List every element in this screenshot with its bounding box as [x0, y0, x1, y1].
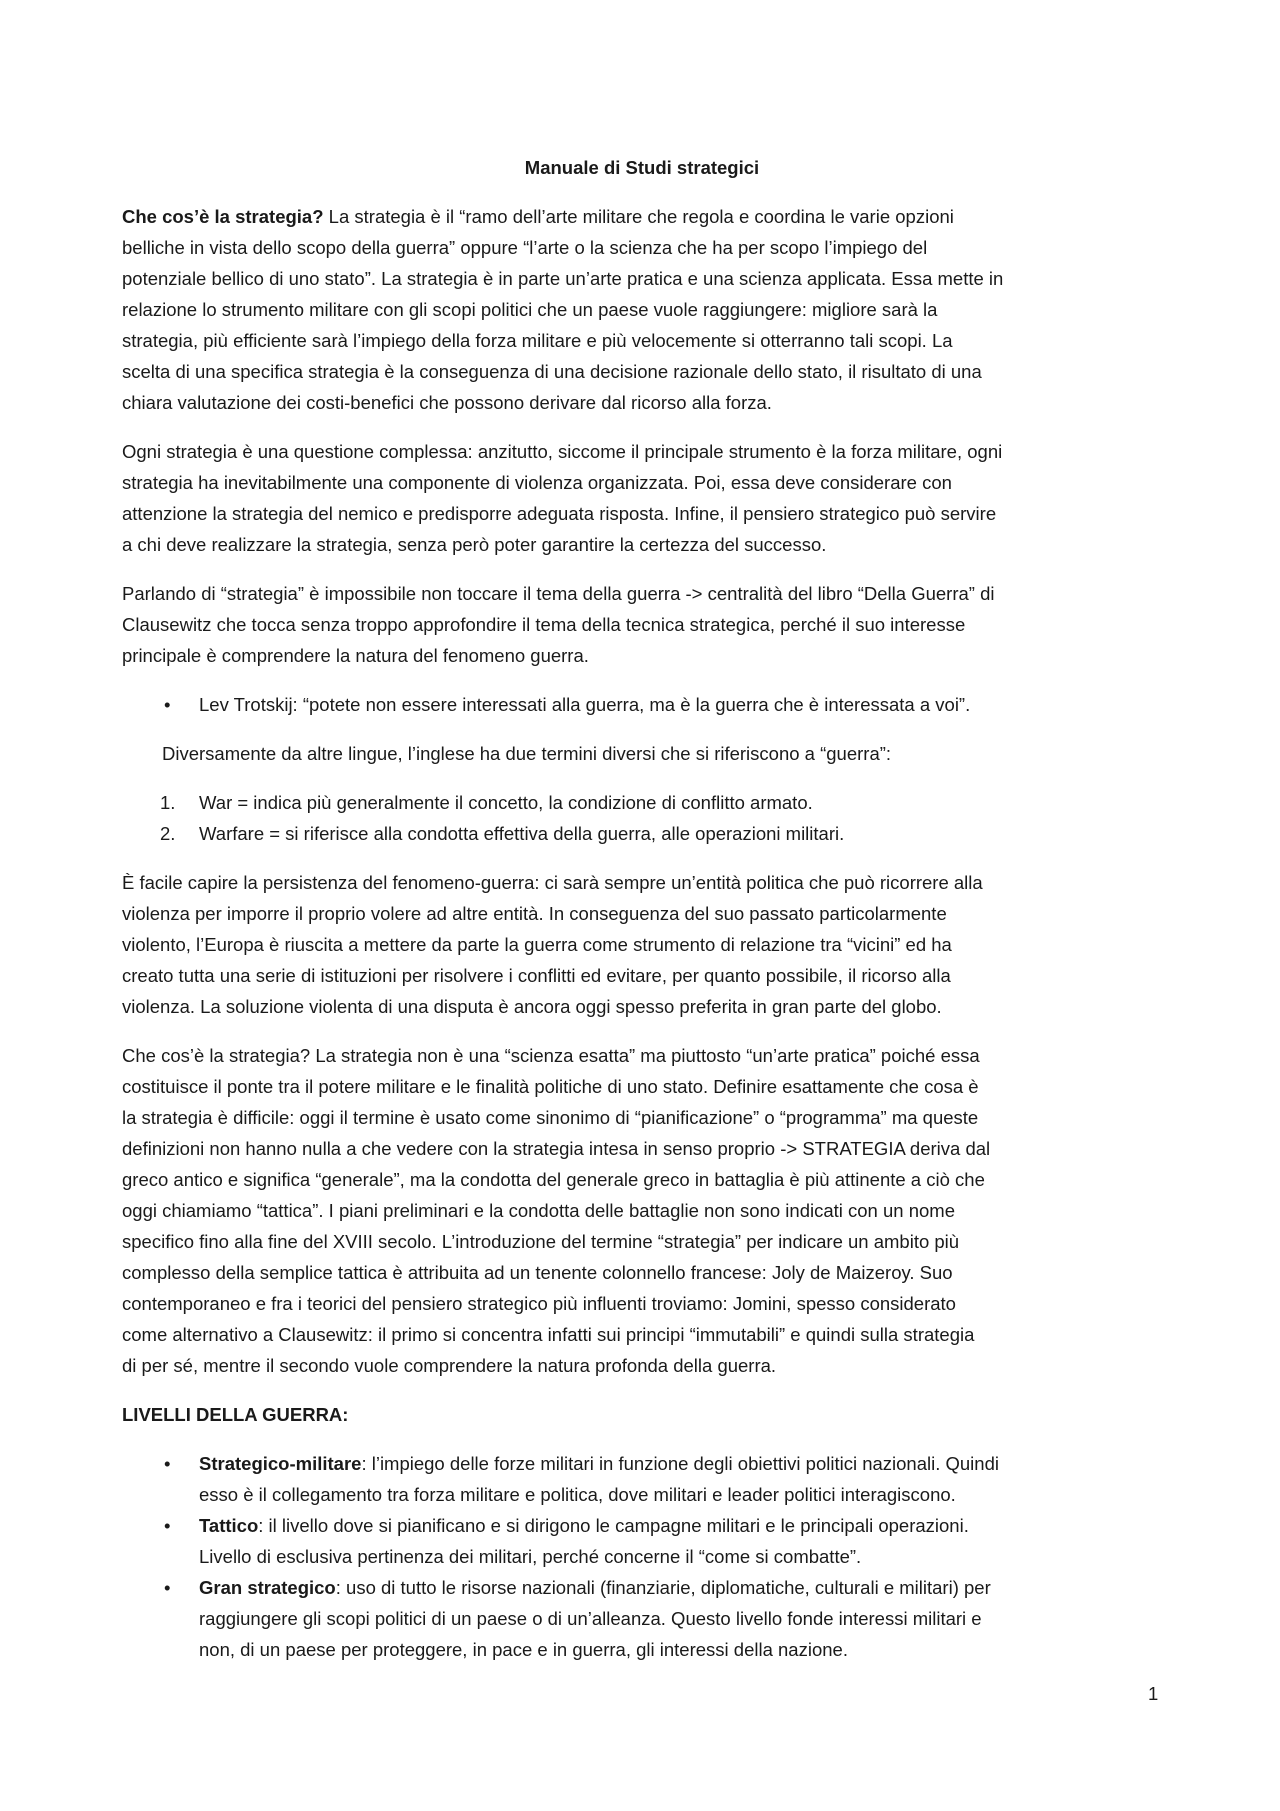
text-line: violenza. La soluzione violenta di una disputa è ancora oggi spesso preferita in gran parte del globo. [122, 996, 942, 1017]
text-line: attenzione la strategia del nemico e predisporre adeguata risposta. Infine, il pensiero strategico può servire [122, 503, 997, 524]
text-line: costituisce il ponte tra il potere militare e le finalità politiche di uno stato. Definire esattamente che cosa è [122, 1076, 979, 1097]
text-line [199, 1572, 1162, 1603]
text-line: esso è il collegamento tra forza militare e politica, dove militari e leader politici interagiscono. [199, 1484, 956, 1505]
bullet-icon: • [164, 1453, 171, 1474]
number-marker: 2. [160, 823, 176, 844]
paragraph-intro [122, 201, 1162, 418]
text-line: Parlando di “strategia” è impossibile non toccare il tema della guerra -> centralità del libro “Della Guerra” di [122, 583, 995, 604]
text-line [122, 201, 1162, 232]
text-line: contemporaneo e fra i teorici del pensiero strategico più influenti troviamo: Jomini, spesso considerato [122, 1293, 956, 1314]
text-line: greco antico e significa “generale”, ma la condotta del generale greco in battaglia è più attinente a ciò che [122, 1169, 985, 1190]
text-line: chiara valutazione dei costi-benefici che possono derivare dal ricorso alla forza. [122, 392, 772, 413]
text-line: specifico fino alla fine del XVIII secolo. L’introduzione del termine “strategia” per indicare un ambito più [122, 1231, 960, 1252]
paragraph [122, 867, 1162, 1022]
text-line: complesso della semplice tattica è attribuita ad un tenente colonnello francese: Joly de Maizeroy. Suo [122, 1262, 953, 1283]
english-intro [122, 738, 1162, 769]
text-line: belliche in vista dello scopo della guerra” oppure “l’arte o la scienza che ha per scopo l’impiego del [122, 237, 928, 258]
numbered-list [122, 787, 1162, 849]
level-item [122, 1448, 1162, 1510]
text-line: raggiungere gli scopi politici di un paese o di un’alleanza. Questo livello fonde interessi militari e [199, 1608, 982, 1629]
text-line: la strategia è difficile: oggi il termine è usato come sinonimo di “pianificazione” o “programma” ma queste [122, 1107, 979, 1128]
text-line: violenza per imporre il proprio volere ad altre entità. In conseguenza del suo passato particolarmente [122, 903, 947, 924]
text-line: di per sé, mentre il secondo vuole comprendere la natura profonda della guerra. [122, 1355, 777, 1376]
text-line: violento, l’Europa è riuscita a mettere da parte la guerra come strumento di relazione tra “vicini” ed ha [122, 934, 952, 955]
level-item [122, 1510, 1162, 1572]
number-marker: 1. [160, 792, 176, 813]
text-line: non, di un paese per proteggere, in pace e in guerra, gli interessi della nazione. [199, 1639, 848, 1660]
level-item [122, 1572, 1162, 1665]
page-number: 1 [1148, 1683, 1159, 1704]
bullet-icon: • [164, 1577, 171, 1598]
text-line: definizioni non hanno nulla a che vedere con la strategia intesa in senso proprio -> STRATEGIA deriva dal [122, 1138, 991, 1159]
text-line: potenziale bellico di uno stato”. La strategia è in parte un’arte pratica e una scienza applicata. Essa mette in [122, 268, 1004, 289]
numbered-item [122, 818, 1162, 849]
level-term: Strategico-militare [199, 1453, 362, 1474]
text-line: come alternativo a Clausewitz: il primo si concentra infatti sui principi “immutabili” e quindi sulla strategia [122, 1324, 975, 1345]
paragraph [122, 1040, 1162, 1381]
intro-lead: Che cos’è la strategia? [122, 206, 324, 227]
bullet-icon: • [164, 694, 171, 715]
text-line: È facile capire la persistenza del fenomeno-guerra: ci sarà sempre un’entità politica che può ricorrere alla [122, 872, 983, 893]
text-line: relazione lo strumento militare con gli scopi politici che un paese vuole raggiungere: migliore sarà la [122, 299, 938, 320]
text-line: a chi deve realizzare la strategia, senza però poter garantire la certezza del successo. [122, 534, 827, 555]
text-line: scelta di una specifica strategia è la conseguenza di una decisione razionale dello stato, il risultato di una [122, 361, 982, 382]
document-page [122, 152, 1162, 1665]
item-text: War = indica più generalmente il concetto, la condizione di conflitto armato. [199, 792, 813, 813]
text-line: Ogni strategia è una questione complessa: anzitutto, siccome il principale strumento è la forza militare, ogni [122, 441, 1003, 462]
text-line: strategia ha inevitabilmente una componente di violenza organizzata. Poi, essa deve considerare con [122, 472, 952, 493]
heading-text: LIVELLI DELLA GUERRA: [122, 1404, 349, 1425]
text-line [199, 1448, 1162, 1479]
bullet-icon: • [164, 1515, 171, 1536]
text-fragment: La strategia è il “ramo dell’arte militare che regola e coordina le varie opzioni [323, 206, 954, 227]
quote-bullet [122, 689, 1162, 720]
text-line: creato tutta una serie di istituzioni per risolvere i conflitti ed evitare, per quanto possibile, il ricorso alla [122, 965, 951, 986]
document-title: Manuale di Studi strategici [524, 157, 760, 178]
bullet-text: Lev Trotskij: “potete non essere interessati alla guerra, ma è la guerra che è interessata a voi”. [199, 694, 971, 715]
text-line: Clausewitz che tocca senza troppo approfondire il tema della tecnica strategica, perché il suo interesse [122, 614, 966, 635]
text-fragment: : l’impiego delle forze militari in funzione degli obiettivi politici nazionali. Quindi [361, 1453, 999, 1474]
text-line: strategia, più efficiente sarà l’impiego della forza militare e più velocemente si otterranno tali scopi. La [122, 330, 953, 351]
text-line: principale è comprendere la natura del fenomeno guerra. [122, 645, 589, 666]
text-line: Livello di esclusiva pertinenza dei militari, perché concerne il “come si combatte”. [199, 1546, 862, 1567]
level-term: Tattico [199, 1515, 259, 1536]
text-line: Diversamente da altre lingue, l’inglese ha due termini diversi che si riferiscono a “guerra”: [162, 743, 892, 764]
text-fragment: : il livello dove si pianificano e si dirigono le campagne militari e le principali operazioni. [258, 1515, 969, 1536]
level-term: Gran strategico [199, 1577, 336, 1598]
text-line: Che cos’è la strategia? La strategia non è una “scienza esatta” ma piuttosto “un’arte pratica” poiché essa [122, 1045, 980, 1066]
levels-list [122, 1448, 1162, 1665]
text-fragment: : uso di tutto le risorse nazionali (finanziarie, diplomatiche, culturali e militari) per [335, 1577, 991, 1598]
text-line: oggi chiamiamo “tattica”. I piani preliminari e la condotta delle battaglie non sono indicati con un nome [122, 1200, 955, 1221]
levels-heading [122, 1399, 1162, 1430]
text-line [199, 1510, 1162, 1541]
paragraph [122, 578, 1162, 671]
item-text: Warfare = si riferisce alla condotta effettiva della guerra, alle operazioni militari. [199, 823, 845, 844]
numbered-item [122, 787, 1162, 818]
paragraph [122, 436, 1162, 560]
